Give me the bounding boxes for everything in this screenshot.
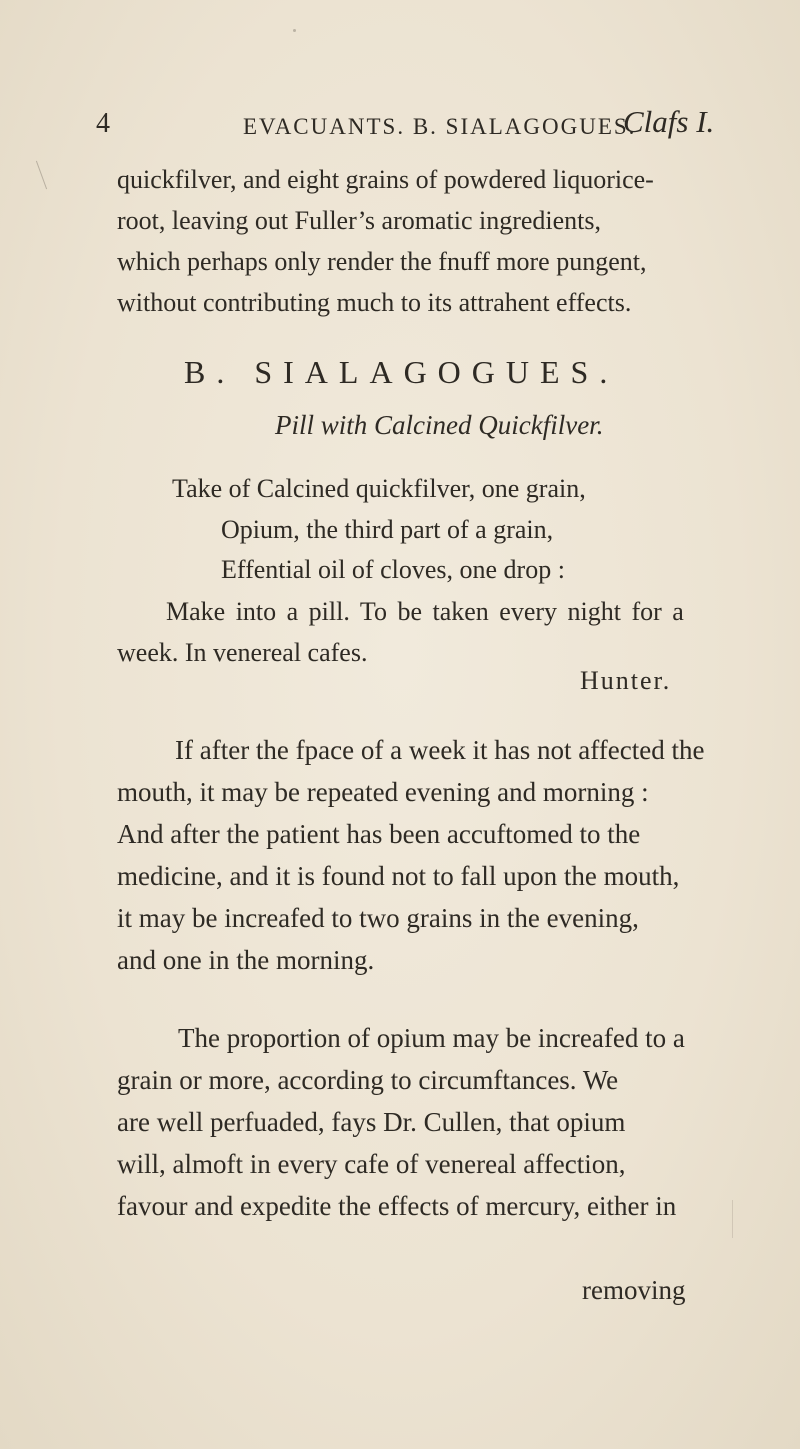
text-line: The proportion of opium may be increafed to a (178, 1023, 685, 1053)
text-line: are well perfuaded, fays Dr. Cullen, that opium (117, 1107, 626, 1137)
paper-scratch (36, 161, 47, 190)
page-number: 4 (96, 108, 110, 139)
text-line: If after the fpace of a week it has not affected the (175, 735, 705, 765)
text-line: which perhaps only render the fnuff more pungent, (117, 247, 647, 276)
text-line: without contributing much to its attrahent effects. (117, 288, 632, 317)
recipe-line: Effential oil of cloves, one drop : (221, 555, 565, 584)
catchword: removing (582, 1275, 686, 1305)
text-line: it may be increafed to two grains in the evening, (117, 903, 639, 933)
paper-speck (293, 29, 296, 32)
running-title: EVACUANTS. B. SIALAGOGUES. (243, 114, 637, 139)
text-line: root, leaving out Fuller’s aromatic ingredients, (117, 206, 602, 235)
text-line: will, almoft in every cafe of venereal affection, (117, 1149, 626, 1179)
text-line: grain or more, according to circumftances. We (117, 1065, 619, 1095)
text-line: mouth, it may be repeated evening and morning : (117, 777, 649, 807)
recipe-attribution: Hunter. (580, 666, 672, 695)
recipe-line: Take of Calcined quickfilver, one grain, (172, 474, 586, 503)
text-line: And after the patient has been accuftomed to the (117, 819, 641, 849)
text-line: quickfilver, and eight grains of powdered liquorice- (117, 165, 654, 194)
recipe-line: week. In venereal cafes. (117, 638, 368, 667)
class-label: Clafs I. (623, 104, 715, 139)
recipe-line: Opium, the third part of a grain, (221, 515, 554, 544)
text-line: favour and expedite the effects of mercury, either in (117, 1191, 677, 1221)
paper-scratch (732, 1200, 733, 1238)
recipe-title: Pill with Calcined Quickfilver. (275, 410, 604, 440)
text-line: and one in the morning. (117, 945, 375, 975)
section-heading: B. SIALAGOGUES. (184, 354, 619, 390)
recipe-line: Make into a pill. To be taken every night for a (166, 597, 684, 626)
text-line: medicine, and it is found not to fall upon the mouth, (117, 861, 680, 891)
